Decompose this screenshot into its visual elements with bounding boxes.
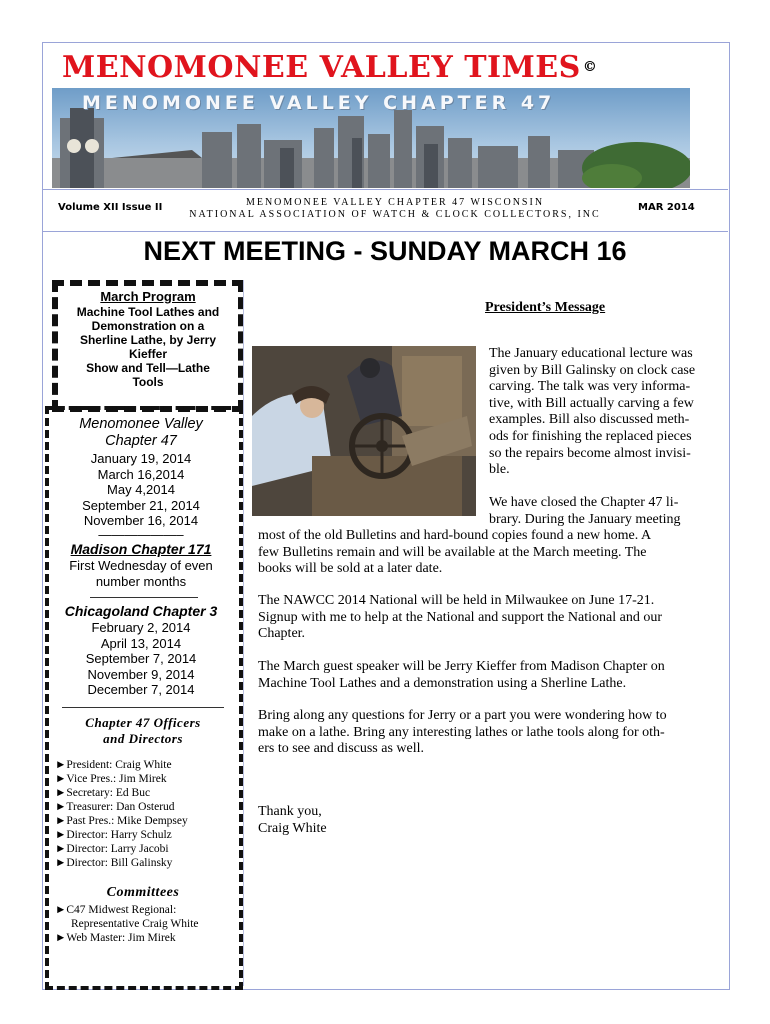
officers-heading xyxy=(52,715,234,747)
skyline-banner-image xyxy=(52,88,690,188)
masthead-rule-top xyxy=(42,189,728,190)
issue-date: MAR 2014 xyxy=(638,202,695,213)
chicago-date: November 9, 2014 xyxy=(87,666,195,682)
subhead-line-2: NATIONAL ASSOCIATION OF WATCH & CLOCK COLLECTORS, INC xyxy=(189,209,601,220)
officer-item: ►Vice Pres.: Jim Mirek xyxy=(55,773,167,785)
text-line: Bring along any questions for Jerry or a part you were wondering how to xyxy=(258,708,667,723)
chicago-date: April 13, 2014 xyxy=(100,635,182,651)
officer-item: ►Secretary: Ed Buc xyxy=(55,787,151,799)
message-paragraph-1 xyxy=(489,346,695,479)
mv-date: January 19, 2014 xyxy=(90,451,192,466)
mv-date: September 21, 2014 xyxy=(82,497,200,513)
text-line: tive, with Bill actually carving a few xyxy=(489,395,694,411)
committee-item: ►C47 Midwest Regional: xyxy=(55,904,177,916)
text-line: most of the old Bulletins and hard-bound copies found a new home. A xyxy=(258,528,652,543)
madison-line: number months xyxy=(95,573,187,589)
text-line: We have closed the Chapter 47 li- xyxy=(489,495,679,510)
committee-item: Representative Craig White xyxy=(71,918,199,930)
text-line: Signup with me to help at the National and support the National and our xyxy=(258,609,662,625)
chicago-title: Chicagoland Chapter 3 xyxy=(64,603,218,619)
text-line: carving. The talk was very informa- xyxy=(489,379,691,395)
officer-item: ►Past Pres.: Mike Dempsey xyxy=(55,815,188,827)
mv-date: November 16, 2014 xyxy=(83,513,199,528)
message-paragraph-3 xyxy=(258,593,662,643)
madison-title: Madison Chapter 171 xyxy=(70,541,212,557)
text-line: The January educational lecture was xyxy=(489,346,693,361)
column-divider xyxy=(243,280,244,986)
text-line: The NAWCC 2014 National will be held in Milwaukee on June 17-21. xyxy=(258,593,655,608)
chicago-date: December 7, 2014 xyxy=(87,682,195,697)
officer-item: ►Director: Bill Galinsky xyxy=(55,857,173,869)
officer-item: ►Director: Larry Jacobi xyxy=(55,843,169,855)
subhead-line-1: MENOMONEE VALLEY CHAPTER 47 WISCONSIN xyxy=(245,197,545,208)
text-line: few Bulletins remain and will be available at the March meeting. The xyxy=(258,544,647,560)
chicago-schedule xyxy=(52,603,230,698)
mv-title: Menomonee Valley Chapter 47 xyxy=(79,416,203,449)
mv-dash: ——————– xyxy=(98,526,184,542)
newsletter-title: MENOMONEE VALLEY TIMES © xyxy=(62,50,598,85)
madison-line: First Wednesday of even xyxy=(69,558,213,573)
committee-item: ►Web Master: Jim Mirek xyxy=(55,932,176,944)
workshop-photo xyxy=(252,346,476,516)
copyright-mark: © xyxy=(582,59,598,75)
committees-list xyxy=(55,903,199,945)
officer-item: ►President: Craig White xyxy=(55,759,172,771)
text-line: ble. xyxy=(489,462,510,478)
program-line: Tools xyxy=(132,375,164,389)
text-line: so the repairs become almost invisi- xyxy=(489,445,691,461)
chicago-date: February 2, 2014 xyxy=(91,620,191,635)
text-line: ers to see and discuss as well. xyxy=(258,741,425,757)
text-line: given by Bill Galinsky on clock case xyxy=(489,362,696,378)
banner-text: MENOMONEE VALLEY CHAPTER 47 xyxy=(82,92,556,114)
masthead-rule-bottom xyxy=(42,231,728,232)
text-line: make on a lathe. Bring any interesting lathes or lathe tools along for oth- xyxy=(258,724,665,740)
message-paragraph-4 xyxy=(258,659,665,692)
subhead xyxy=(170,197,620,221)
officer-item: ►Treasurer: Dan Osterud xyxy=(55,801,175,813)
text-line: brary. During the January meeting xyxy=(489,511,681,527)
next-meeting-headline: NEXT MEETING - SUNDAY MARCH 16 xyxy=(143,236,627,266)
program-line: Kieffer xyxy=(128,347,167,361)
mv-date: March 16,2014 xyxy=(97,466,185,482)
divider xyxy=(90,597,198,598)
message-paragraph-5 xyxy=(258,708,667,758)
text-line: Thank you, xyxy=(258,804,322,819)
message-paragraph-2 xyxy=(258,528,651,578)
divider xyxy=(62,707,224,708)
lathe-demonstration-photo xyxy=(252,346,476,516)
message-closing xyxy=(258,804,327,837)
committees-heading: Committees xyxy=(106,885,180,900)
program-line: Machine Tool Lathes and xyxy=(76,305,220,319)
text-line: ods for finishing the replaced pieces xyxy=(489,428,692,444)
signature-name: Craig White xyxy=(258,820,327,836)
text-line: The March guest speaker will be Jerry Kieffer from Madison Chapter on xyxy=(258,659,665,674)
text-line: books will be sold at a later date. xyxy=(258,561,443,577)
program-title: March Program xyxy=(100,289,196,304)
text-line: Machine Tool Lathes and a demonstration using a Sherline Lathe. xyxy=(258,675,627,691)
mv-schedule xyxy=(52,416,230,541)
madison-schedule xyxy=(52,541,230,589)
program-line: Show and Tell—Lathe xyxy=(86,361,210,375)
mv-date: May 4,2014 xyxy=(107,482,175,497)
text-line: Chapter. xyxy=(258,626,306,642)
officers-title-line: and Directors xyxy=(103,731,183,746)
officers-list xyxy=(55,758,188,870)
officer-item: ►Director: Harry Schulz xyxy=(55,829,172,841)
message-paragraph-2-right xyxy=(489,495,681,528)
program-line: Demonstration on a xyxy=(91,319,205,333)
text-line: examples. Bill also discussed meth- xyxy=(489,412,690,428)
presidents-message-title: President’s Message xyxy=(485,300,606,315)
officers-title-line: Chapter 47 Officers xyxy=(85,715,201,730)
march-program-box xyxy=(52,280,244,412)
volume-issue: Volume XII Issue II xyxy=(58,202,163,213)
chicago-date: September 7, 2014 xyxy=(85,651,197,666)
program-line: Sherline Lathe, by Jerry xyxy=(79,333,217,347)
